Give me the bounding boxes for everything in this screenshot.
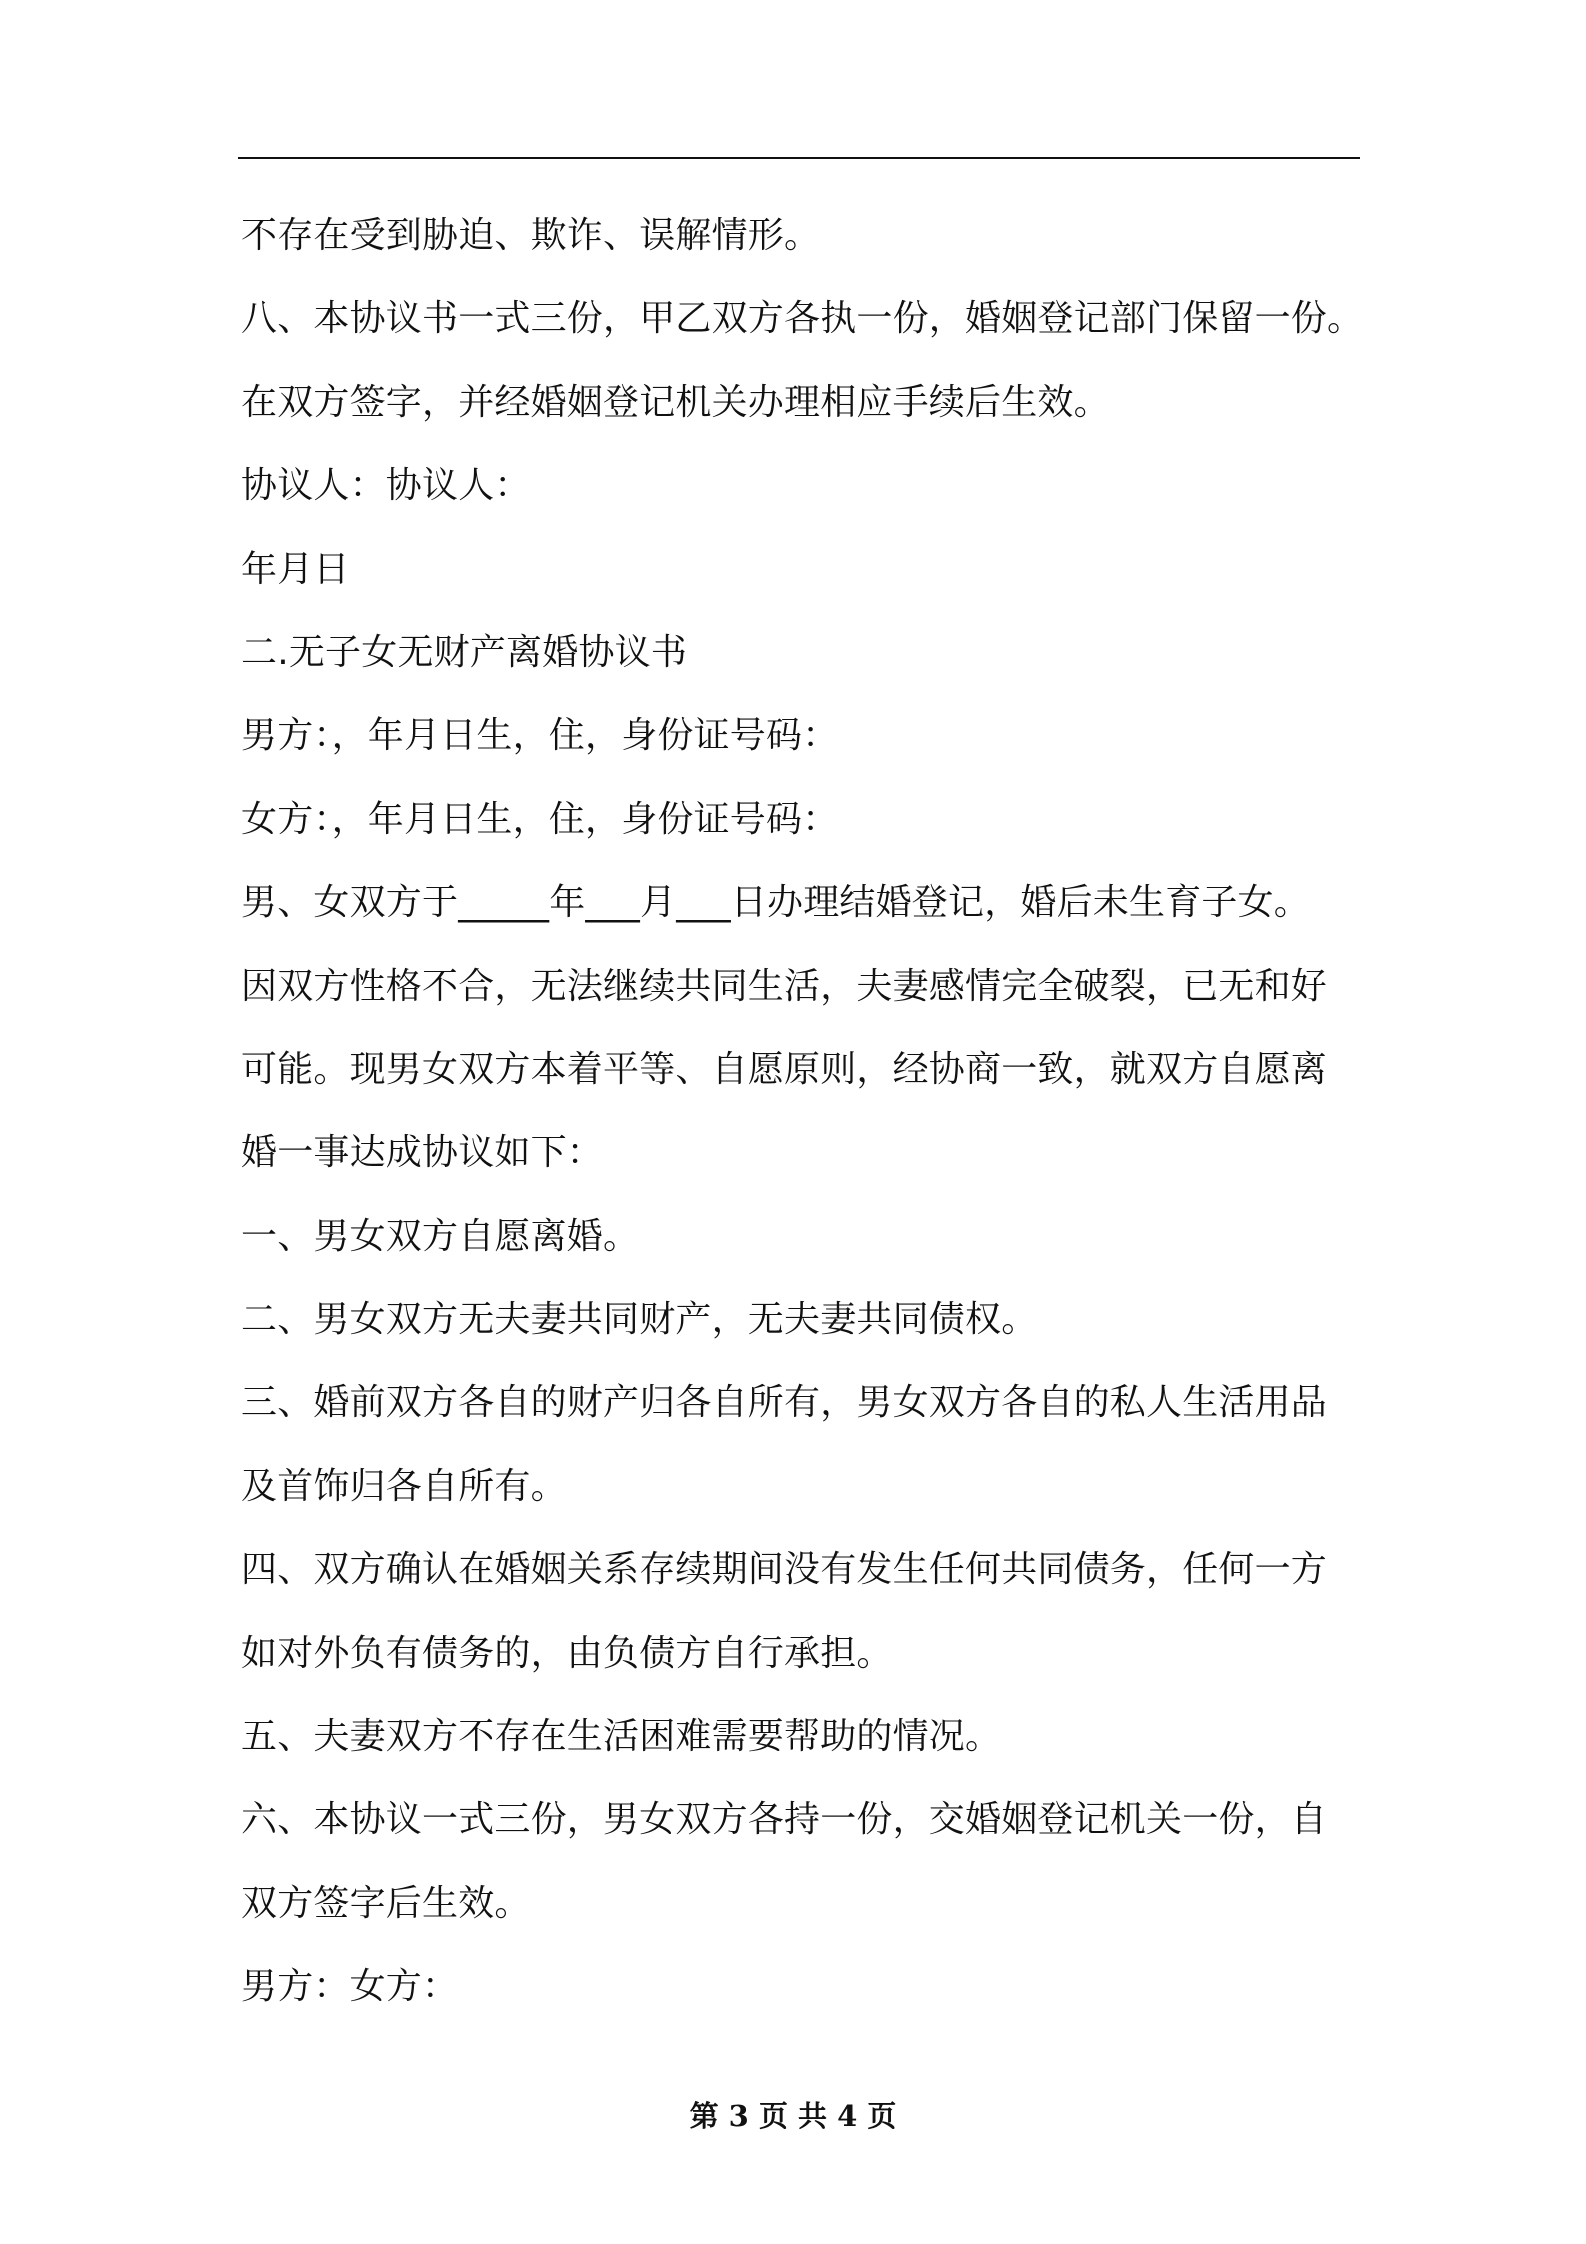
clause-line: 二、男女双方无夫妻共同财产，无夫妻共同债权。 bbox=[241, 1299, 1038, 1341]
document-body bbox=[241, 194, 1371, 2029]
date-line: 年月日 bbox=[241, 548, 350, 590]
clause-line: 双方签字后生效。 bbox=[241, 1882, 531, 1924]
text-line: 男方：，年月日生，住，身份证号码： bbox=[241, 715, 839, 757]
signature-line: 男方：女方： bbox=[241, 1966, 459, 2008]
clause-line: 五、夫妻双方不存在生活困难需要帮助的情况。 bbox=[241, 1716, 1002, 1758]
page-number: 第 3 页 共 4 页 bbox=[689, 2099, 897, 2133]
clause-line: 如对外负有债务的，由负债方自行承担。 bbox=[241, 1632, 893, 1674]
text-line: 女方：，年月日生，住，身份证号码： bbox=[241, 798, 839, 840]
clause-line: 及首饰归各自所有。 bbox=[241, 1465, 567, 1507]
text-line: 不存在受到胁迫、欺诈、误解情形。 bbox=[241, 215, 821, 256]
clause-line: 三、婚前双方各自的财产归各自所有，男女双方各自的私人生活用品 bbox=[241, 1382, 1328, 1424]
section-title: 二.无子女无财产离婚协议书 bbox=[241, 631, 688, 673]
signature-line: 协议人：协议人： bbox=[241, 465, 531, 507]
text-line: 在双方签字，并经婚姻登记机关办理相应手续后生效。 bbox=[241, 381, 1110, 423]
text-line: 婚一事达成协议如下： bbox=[241, 1132, 604, 1174]
clause-line: 六、本协议一式三份，男女双方各持一份，交婚姻登记机关一份，自 bbox=[241, 1799, 1328, 1841]
text-line: 男、女双方于_____年___月___日办理结婚登记，婚后未生育子女。 bbox=[241, 882, 1311, 924]
text-line: 八、本协议书一式三份，甲乙双方各执一份，婚姻登记部门保留一份。 bbox=[241, 298, 1364, 340]
header-rule bbox=[238, 157, 1360, 159]
text-line: 因双方性格不合，无法继续共同生活，夫妻感情完全破裂，已无和好 bbox=[241, 965, 1328, 1007]
text-line: 可能。现男女双方本着平等、自愿原则，经协商一致，就双方自愿离 bbox=[241, 1048, 1328, 1090]
clause-line: 一、男女双方自愿离婚。 bbox=[241, 1215, 640, 1257]
clause-line: 四、双方确认在婚姻关系存续期间没有发生任何共同债务，任何一方 bbox=[241, 1549, 1328, 1591]
